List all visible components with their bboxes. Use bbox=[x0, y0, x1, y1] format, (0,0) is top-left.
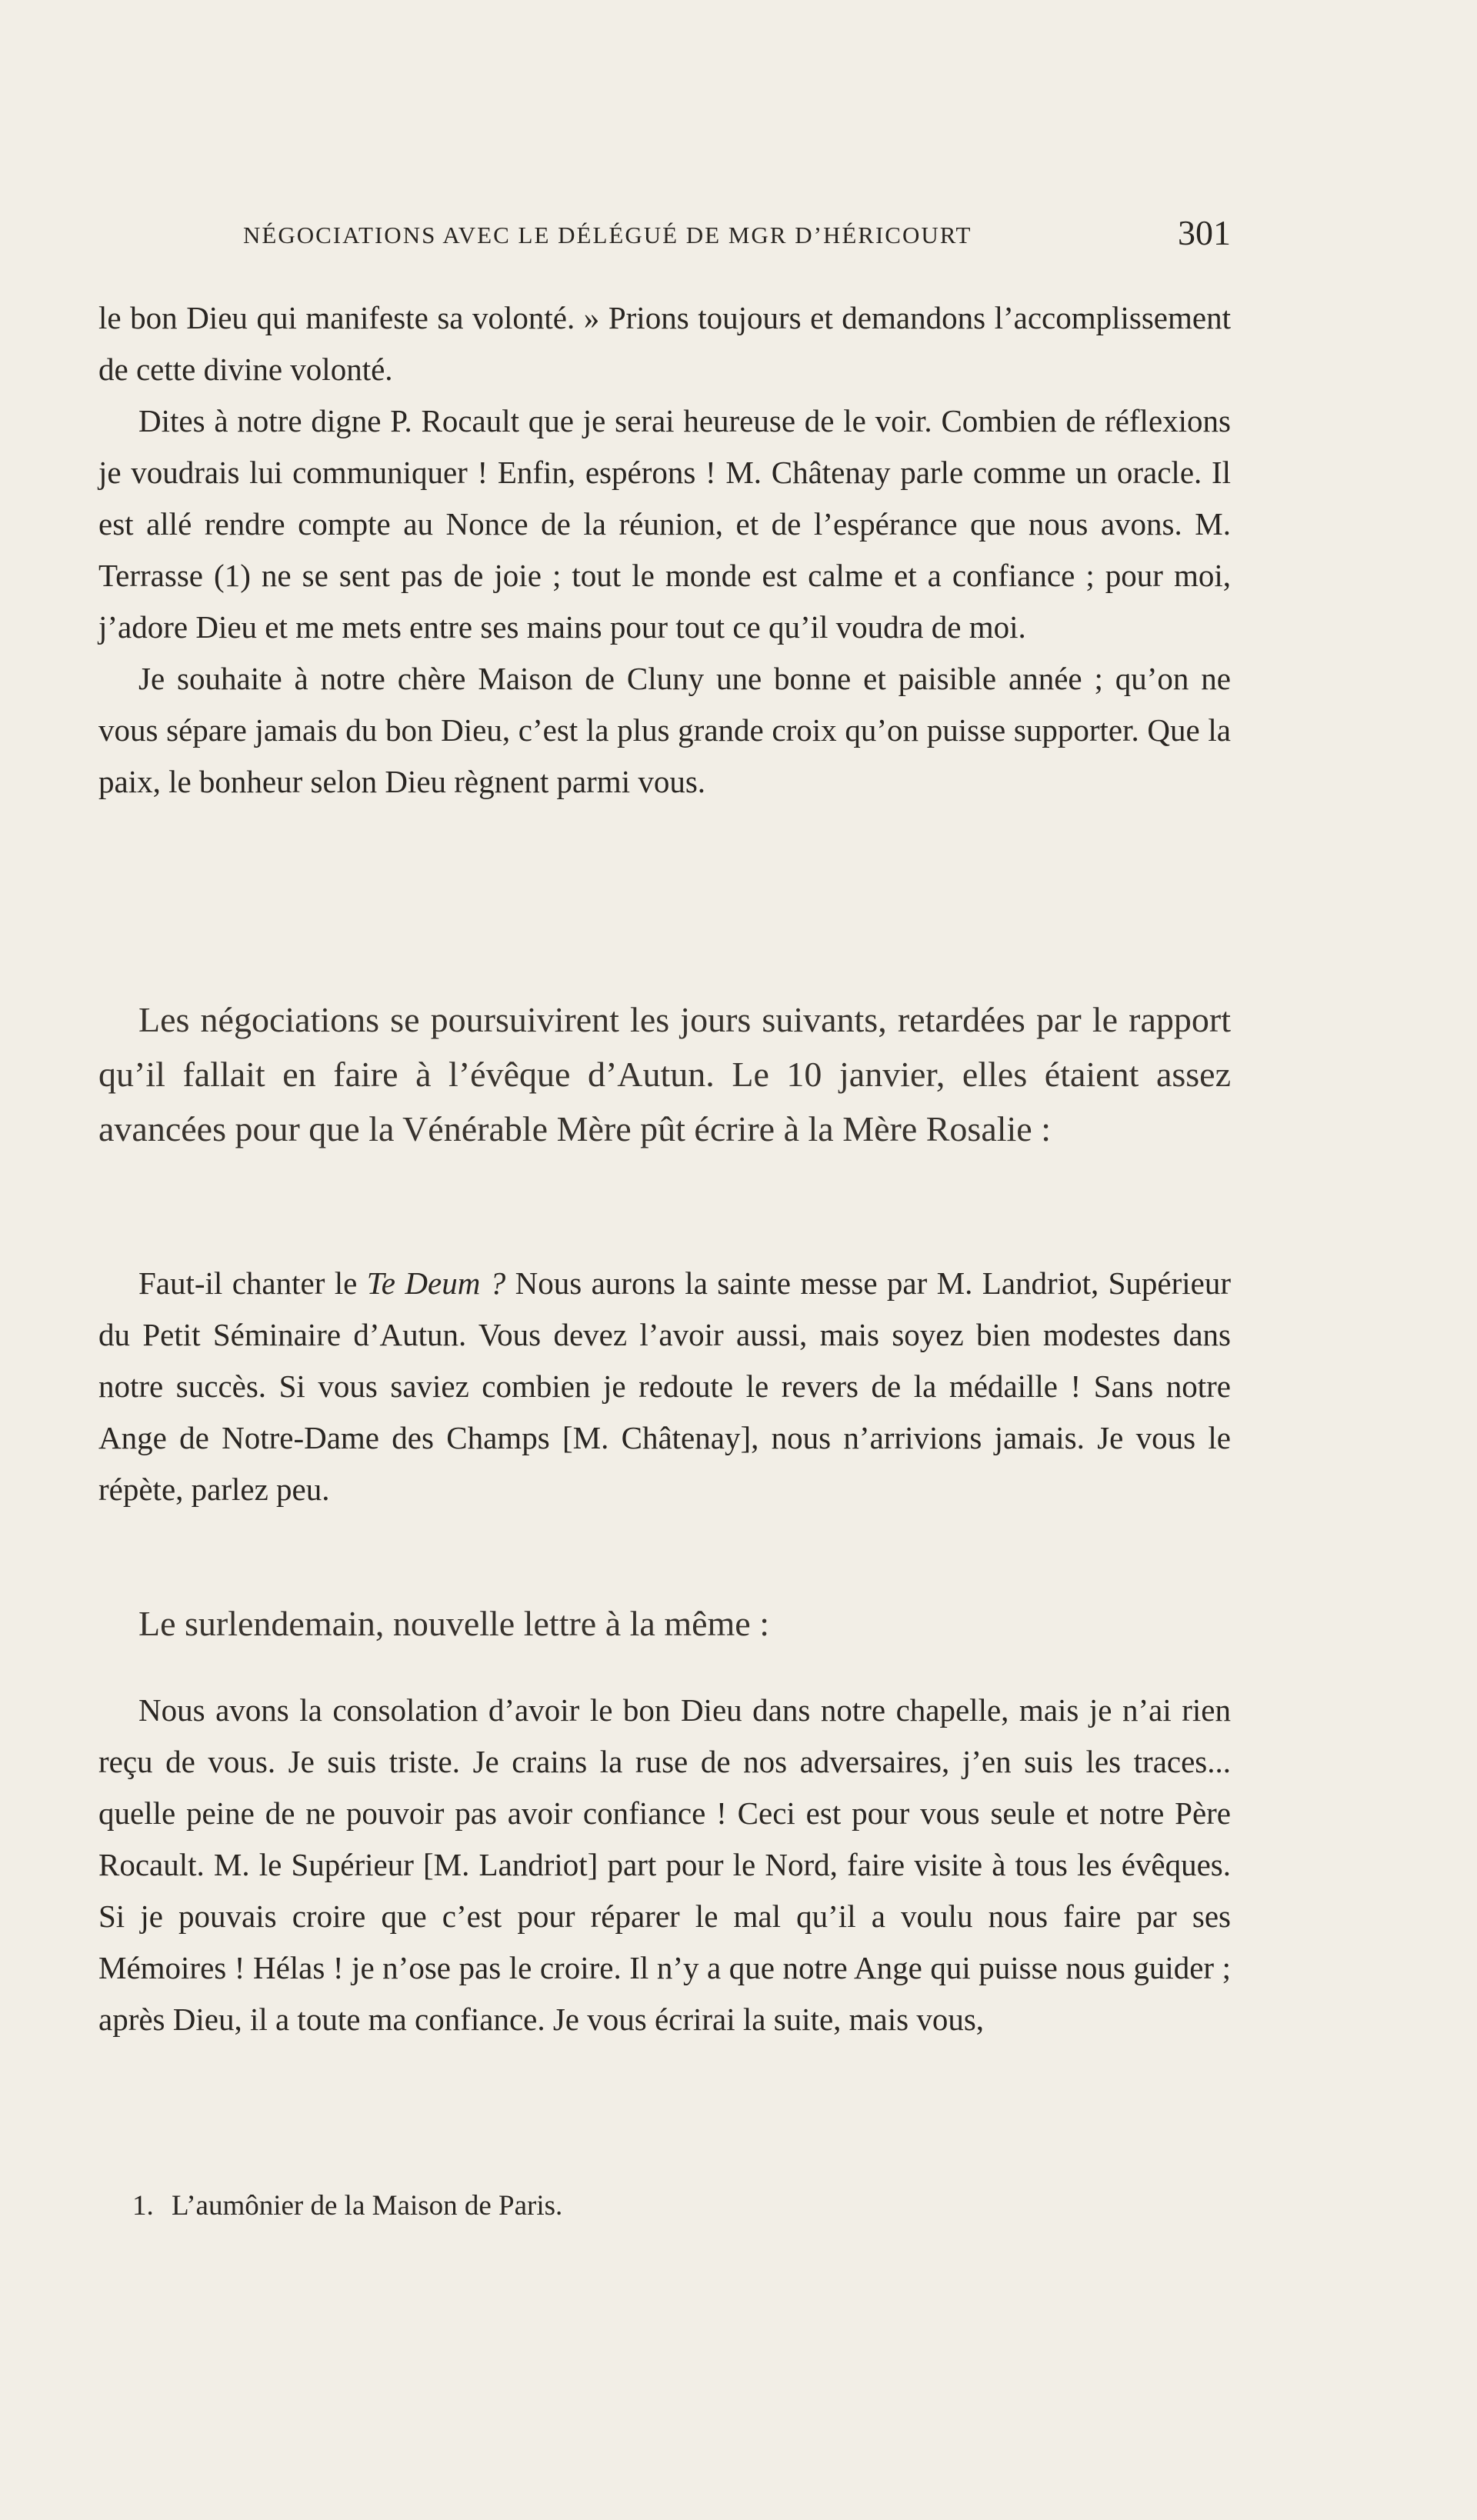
narrative-text: Les négociations se poursuivirent les jours suivants, retardées par le rapport qu’il fallait en faire à l’évêque d’Autun. Le 10 janvier, elles étaient assez avancées pour que la Vénérable Mère pût écrire à la Mère Rosalie : bbox=[98, 1000, 1231, 1148]
footnote-marker: 1. bbox=[132, 2190, 154, 2222]
running-title: NÉGOCIATIONS AVEC LE DÉLÉGUÉ DE MGR D’HÉRICOURT bbox=[243, 222, 972, 248]
footnote-text: L’aumônier de la Maison de Paris. bbox=[172, 2190, 563, 2222]
italic-title: Te Deum ? bbox=[366, 1265, 506, 1301]
letter-excerpt-1 bbox=[98, 292, 1231, 808]
running-head bbox=[98, 208, 1231, 269]
footnote bbox=[98, 2183, 1231, 2229]
letter-text-after: Nous aurons la sainte messe par M. Landriot, Supérieur du Petit Séminaire d’Autun. Vous devez l’avoir aussi, mais soyez bien modestes dans notre succès. Si vous saviez combien je redoute le revers de la médaille ! Sans notre Ange de Notre-Dame des Champs [M. Châtenay], nous n’arrivions jamais. Je vous le répète, parlez peu. bbox=[98, 1265, 1232, 1507]
letter-excerpt-3 bbox=[98, 1685, 1231, 2045]
letter-text-before: Faut-il chanter le bbox=[138, 1265, 367, 1301]
letter-excerpt-2 bbox=[98, 1258, 1231, 1515]
narrative-paragraph-2 bbox=[98, 1596, 1231, 1651]
letter-paragraph: Je souhaite à notre chère Maison de Cluny une bonne et paisible année ; qu’on ne vous sépare jamais du bon Dieu, c’est la plus grande croix qu’on puisse supporter. Que la paix, le bonheur selon Dieu règnent parmi vous. bbox=[98, 661, 1231, 799]
letter-paragraph: le bon Dieu qui manifeste sa volonté. » Prions toujours et demandons l’accomplissement de cette divine volonté. bbox=[98, 300, 1231, 387]
book-page bbox=[98, 0, 1231, 2520]
page-number: 301 bbox=[1178, 213, 1231, 252]
letter-paragraph bbox=[98, 1258, 1231, 1515]
narrative-paragraph-1 bbox=[98, 992, 1231, 1156]
narrative-text: Le surlendemain, nouvelle lettre à la même : bbox=[138, 1604, 770, 1643]
letter-paragraph: Nous avons la consolation d’avoir le bon Dieu dans notre chapelle, mais je n’ai rien reçu de vous. Je suis triste. Je crains la ruse de nos adversaires, j’en suis les traces... quelle peine de ne pouvoir pas avoir confiance ! Ceci est pour vous seule et notre Père Rocault. M. le Supérieur [M. Landriot] part pour le Nord, faire visite à tous les évêques. Si je pouvais croire que c’est pour réparer le mal qu’il a voulu nous faire par ses Mémoires ! Hélas ! je n’ose pas le croire. Il n’y a que notre Ange qui puisse nous guider ; après Dieu, il a toute ma confiance. Je vous écrirai la suite, mais vous, bbox=[98, 1692, 1231, 2037]
letter-paragraph: Dites à notre digne P. Rocault que je serai heureuse de le voir. Combien de réflexions je voudrais lui communiquer ! Enfin, espérons ! M. Châtenay parle comme un oracle. Il est allé rendre compte au Nonce de la réunion, et de l’espérance que nous avons. M. Terrasse (1) ne se sent pas de joie ; tout le monde est calme et a confiance ; pour moi, j’adore Dieu et me mets entre ses mains pour tout ce qu’il voudra de moi. bbox=[98, 403, 1231, 645]
